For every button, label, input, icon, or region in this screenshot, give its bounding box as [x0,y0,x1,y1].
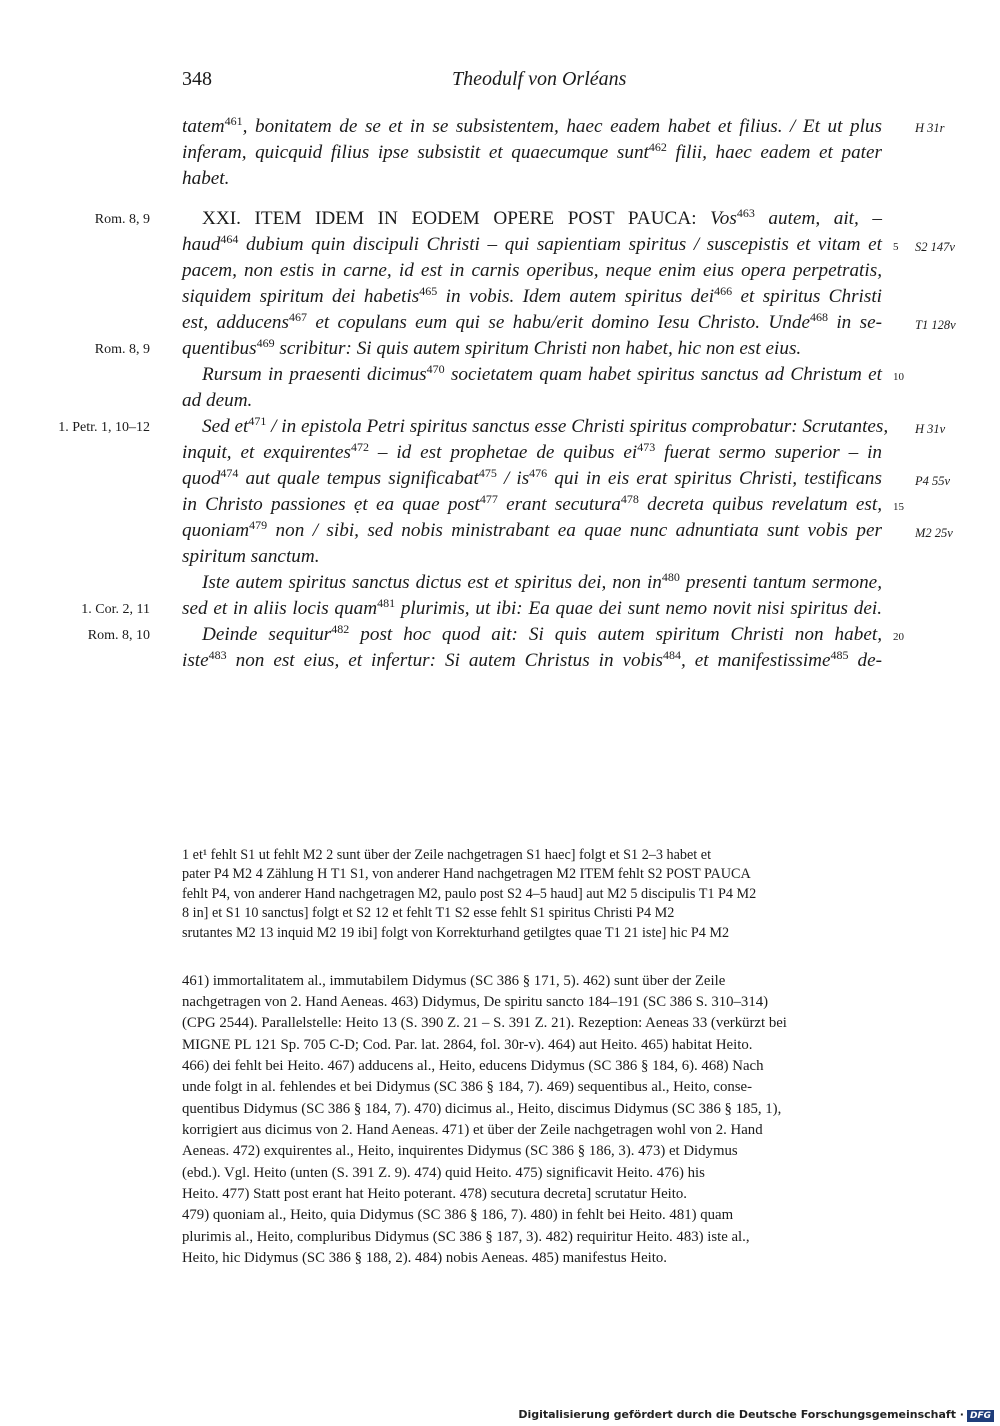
text-line-14: quod$^{474}$ aut quale tempus significabat$^{475}$ / is$^{476}$ qui in eis erat spiritus Christi, testificans [182,466,882,489]
line-number: 20 [893,631,904,643]
page-number: 348 [182,68,212,90]
running-title: Theodulf von Orléans [452,68,627,90]
commentary-line: quentibus Didymus (SC 386 § 184, 7). 470) dicimus al., Heito, discimus Didymus (SC 386 § 185, 1), [182,1101,782,1117]
manuscript-siglum: H 31r [915,121,945,135]
text-line-1: tatem$^{461}$, bonitatem de se et in se subsistentem, haec eadem habet et filius. / Et ut plus [182,114,882,137]
text-line-18: Iste autem spiritus sanctus dictus est et spiritus dei, non in$^{480}$ presenti tantum sermone, [202,570,882,593]
text-line-20: Deinde sequitur$^{482}$ post hoc quod ait: Si quis autem spiritum Christi non habet, [202,622,882,645]
apparatus-line: 8 in] et S1 10 sanctus] folgt et S2 12 et fehlt T1 S2 esse fehlt S1 spiritus Christi P4 M2 [182,905,675,921]
line-number: 15 [893,501,904,513]
commentary-line: Aeneas. 472) exquirentes al., Heito, inquirentes Didymus (SC 386 § 186, 3). 473) et Didymus [182,1143,738,1159]
margin-ref-left: Rom. 8, 10 [87,628,150,643]
commentary-line: 479) quoniam al., Heito, quia Didymus (SC 386 § 186, 7). 480) in fehlt bei Heito. 481) quam [182,1207,734,1223]
text-line-15: in Christo passiones ẹt ea quae post$^{477}$ erant secutura$^{478}$ decreta quibus revelatum est, [182,492,882,515]
apparatus-line: 1 et¹ fehlt S1 ut fehlt M2 2 sunt über der Zeile nachgetragen S1 haec] folgt et S1 2–3 habet et [182,847,712,863]
manuscript-siglum: P4 55v [915,474,951,488]
apparatus-line: pater P4 M2 4 Zählung H T1 S1, von anderer Hand nachgetragen M2 ITEM fehlt S2 POST PAUCA [182,866,751,882]
commentary-line: unde folgt in al. fehlendes et bei Didymus (SC 386 § 184, 7). 469) sequentibus al., Heito, conse- [182,1079,752,1095]
manuscript-siglum: S2 147v [915,240,955,254]
line-number: 5 [893,241,899,253]
text-line-5: haud$^{464}$ dubium quin discipuli Christi – qui sapientiam spiritus / suscepistis et vitam et [182,232,882,255]
margin-ref-left: 1. Cor. 2, 11 [81,602,150,617]
text-line-11: ad deum. [182,390,253,411]
text-line-8: est, adducens$^{467}$ et copulans eum qui se habu/erit domino Iesu Christo. Unde$^{468}$ in se- [182,310,882,333]
funding-footer [518,1408,994,1422]
commentary-line: plurimis al., Heito, compluribus Didymus (SC 386 § 187, 3). 482) requiritur Heito. 483) iste al., [182,1229,750,1245]
commentary-line: Heito, hic Didymus (SC 386 § 188, 2). 484) nobis Aeneas. 485) manifestus Heito. [182,1250,667,1266]
text-line-3: habet. [182,168,230,189]
text-line-7: siquidem spiritum dei habetis$^{465}$ in vobis. Idem autem spiritus dei$^{466}$ et spiritus Christi [182,284,882,307]
text-line-10: Rursum in praesenti dicimus$^{470}$ societatem quam habet spiritus sanctus ad Christum et [202,362,882,385]
text-line-4: XXI. ITEM IDEM IN EODEM OPERE POST PAUCA: Vos$^{463}$ autem, ait, – [202,206,882,229]
text-line-6: pacem, non estis in carne, id est in carnis operibus, neque enim eius opera perpetratis, [182,260,882,281]
text-line-2: inferam, quicquid filius ipse subsistit et quaecumque sunt$^{462}$ filii, haec eadem et pater [182,140,882,163]
apparatus-line: srutantes M2 13 inquid M2 19 ibi] folgt von Korrekturhand getilgtes quae T1 21 iste] hic P4 M2 [182,925,730,941]
commentary-line: Heito. 477) Statt post erant hat Heito poterant. 478) secutura decreta] scrutatur Heito. [182,1186,687,1202]
text-line-13: inquit, et exquirentes$^{472}$ – id est prophetae de quibus ei$^{473}$ fuerat sermo superior – in [182,440,882,463]
commentary-line: nachgetragen von 2. Hand Aeneas. 463) Didymus, De spiritu sancto 184–191 (SC 386 S. 310–314) [182,994,769,1010]
commentary-line: (ebd.). Vgl. Heito (unten (S. 391 Z. 9). 474) quid Heito. 475) significavit Heito. 476) his [182,1165,705,1181]
commentary-line: 466) dei fehlt bei Heito. 467) adducens al., Heito, educens Didymus (SC 386 § 184, 6). 468) Nach [182,1058,764,1074]
line-number: 10 [893,371,904,383]
apparatus-line: fehlt P4, von anderer Hand nachgetragen M2, paulo post S2 4–5 haud] aut M2 5 discipulis T1 P4 M2 [182,886,757,902]
manuscript-siglum: M2 25v [915,526,953,540]
margin-ref-left: Rom. 8, 9 [94,342,150,357]
dfg-logo: DFG [967,1410,994,1422]
manuscript-siglum: H 31v [915,422,946,436]
funding-note: Digitalisierung gefördert durch die Deutsche Forschungsgemeinschaft · [518,1408,964,1421]
text-line-19: sed et in aliis locis quam$^{481}$ plurimis, ut ibi: Ea quae dei sunt nemo novit nisi spiritus dei. [182,596,883,619]
text-line-17: spiritum sanctum. [182,546,320,567]
margin-ref-left: Rom. 8, 9 [94,212,150,227]
text-line-16: quoniam$^{479}$ non / sibi, sed nobis ministrabant ea quae nunc adnuntiata sunt vobis per [182,518,882,541]
commentary-line: korrigiert aus dicimus von 2. Hand Aeneas. 471) et über der Zeile nachgetragen wohl von 2. Hand [182,1122,763,1138]
manuscript-siglum: T1 128v [915,318,956,332]
commentary-line: (CPG 2544). Parallelstelle: Heito 13 (S. 390 Z. 21 – S. 391 Z. 21). Rezeption: Aeneas 33 (verkürzt bei [182,1015,787,1031]
text-line-9: quentibus$^{469}$ scribitur: Si quis autem spiritum Christi non habet, hic non est eius. [182,336,802,359]
commentary-line: 461) immortalitatem al., immutabilem Didymus (SC 386 § 171, 5). 462) sunt über der Zeile [182,973,726,989]
commentary-line: MIGNE PL 121 Sp. 705 C-D; Cod. Par. lat. 2864, fol. 30r-v). 464) aut Heito. 465) habitat Heito. [182,1037,753,1053]
text-line-12: Sed et$^{471}$ / in epistola Petri spiritus sanctus esse Christi spiritus comprobatur: Scrutantes, [202,414,889,437]
running-header [182,68,882,94]
margin-ref-left: 1. Petr. 1, 10–12 [58,420,150,435]
text-line-21: iste$^{483}$ non est eius, et infertur: Si autem Christus in vobis$^{484}$, et manifestissime$^{485}$ de- [182,648,882,671]
